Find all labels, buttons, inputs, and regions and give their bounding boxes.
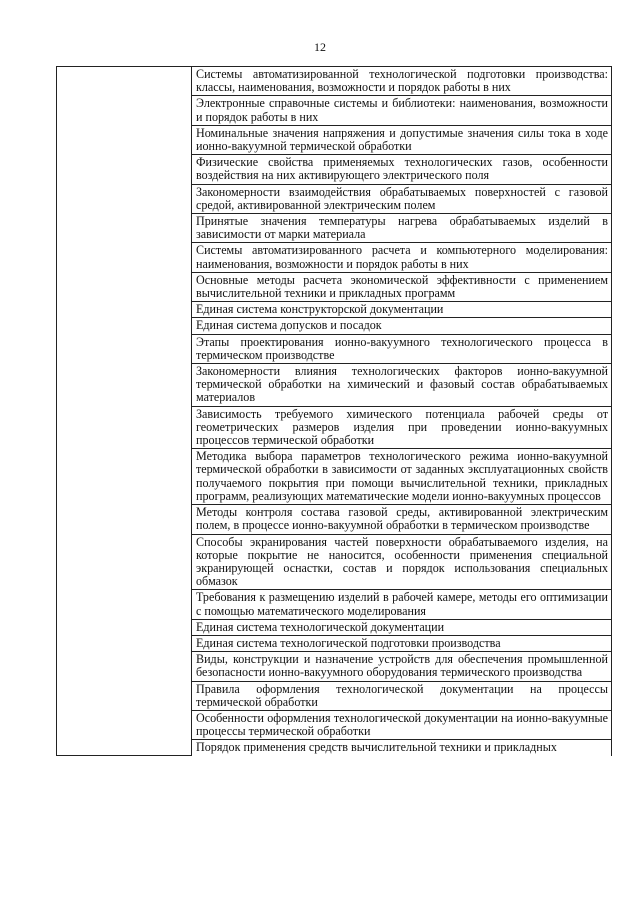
table-cell: Методика выбора параметров технологического режима ионно-вакуумной термической обработки в зависимости от заданных эксплуатационных свойств получаемого покрытия при помощи вычислительной техники, прикладных программ, реализующих математические модели ионно-вакуумных процессов [192, 449, 612, 505]
table-cell: Порядок применения средств вычислительной техники и прикладных [192, 740, 612, 756]
table-cell: Закономерности влияния технологических факторов ионно-вакуумной термической обработки на химический и фазовый состав обрабатываемых материалов [192, 364, 612, 407]
page-number: 12 [314, 40, 326, 54]
table-cell: Единая система допусков и посадок [192, 318, 612, 334]
table-cell: Этапы проектирования ионно-вакуумного технологического процесса в термическом производстве [192, 334, 612, 363]
table-cell: Методы контроля состава газовой среды, активированной электрическим полем, в процессе ионно-вакуумной обработки в термическом производстве [192, 505, 612, 534]
table-cell: Основные методы расчета экономической эффективности с применением вычислительной техники и прикладных программ [192, 272, 612, 301]
table-cell: Особенности оформления технологической документации на ионно-вакуумные процессы термической обработки [192, 710, 612, 739]
table-cell: Закономерности взаимодействия обрабатываемых поверхностей с газовой средой, активированной электрическим полем [192, 184, 612, 213]
table-row [57, 67, 612, 96]
table-cell: Номинальные значения напряжения и допустимые значения силы тока в ходе ионно-вакуумной термической обработки [192, 125, 612, 154]
requirements-table [56, 66, 612, 756]
left-column-cell [57, 67, 192, 756]
table-cell: Системы автоматизированного расчета и компьютерного моделирования: наименования, возможности и порядок работы в них [192, 243, 612, 272]
table-cell: Зависимость требуемого химического потенциала рабочей среды от геометрических размеров изделия при проведении ионно-вакуумных процессов термической обработки [192, 406, 612, 449]
table-cell: Единая система технологической подготовки производства [192, 635, 612, 651]
table-cell: Способы экранирования частей поверхности обрабатываемого изделия, на которые покрытие не наносится, особенности применения специальной экранирующей оснастки, состав и порядок использования специальных обмазок [192, 534, 612, 590]
table-cell: Правила оформления технологической документации на процессы термической обработки [192, 681, 612, 710]
table-cell: Единая система технологической документации [192, 619, 612, 635]
table-cell: Системы автоматизированной технологической подготовки производства: классы, наименования, возможности и порядок работы в них [192, 67, 612, 96]
table-cell: Физические свойства применяемых технологических газов, особенности воздействия на них активирующего электрического поля [192, 155, 612, 184]
table-cell: Виды, конструкции и назначение устройств для обеспечения промышленной безопасности ионно-вакуумного оборудования термического производства [192, 652, 612, 681]
table-cell: Единая система конструкторской документации [192, 302, 612, 318]
table-cell: Принятые значения температуры нагрева обрабатываемых изделий в зависимости от марки материала [192, 214, 612, 243]
table-cell: Электронные справочные системы и библиотеки: наименования, возможности и порядок работы в них [192, 96, 612, 125]
table-cell: Требования к размещению изделий в рабочей камере, методы его оптимизации с помощью математического моделирования [192, 590, 612, 619]
